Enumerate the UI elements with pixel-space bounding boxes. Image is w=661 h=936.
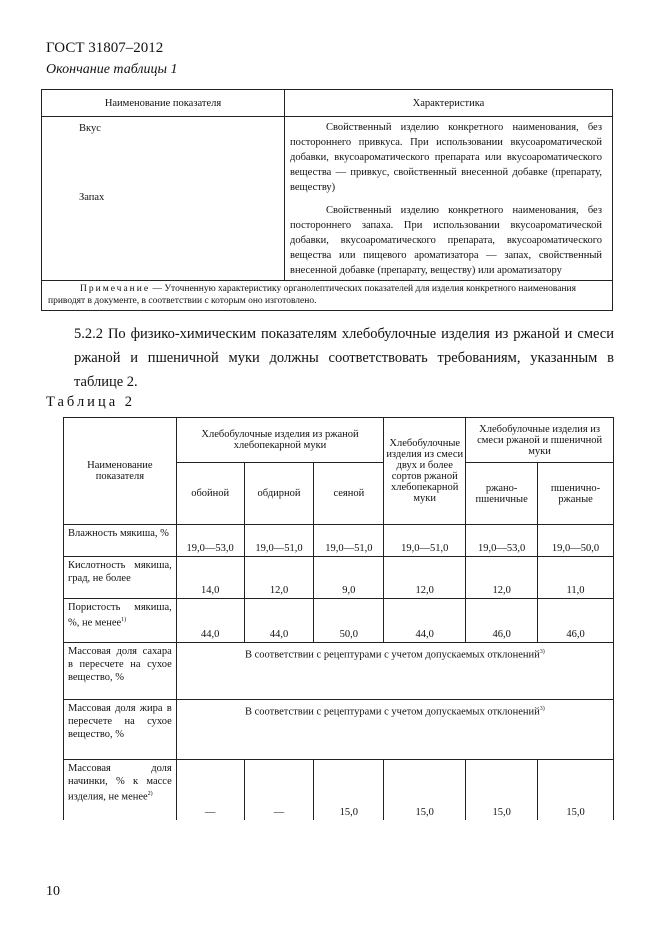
note-label: Примечание xyxy=(80,284,151,294)
table-1-note-row xyxy=(42,281,613,311)
cell: 19,0—51,0 xyxy=(244,525,314,557)
cell: 19,0—53,0 xyxy=(466,525,538,557)
table-1-characteristics-cell xyxy=(285,117,613,281)
table-row xyxy=(64,643,614,700)
cell: 15,0 xyxy=(538,760,614,820)
table-2-header-name: Наименование показателя xyxy=(64,418,177,525)
table-row xyxy=(64,760,614,820)
table-2-header-rye: Хлебобулочные изделия из ржаной хлебопекарной муки xyxy=(176,418,384,463)
table-2-header-mix-rye-wheat: Хлебобулочные изделия из смеси ржаной и пшеничной муки xyxy=(466,418,614,463)
table-row xyxy=(64,599,614,643)
row-label: Кислотность мякиша, град, не более xyxy=(64,557,177,599)
cell: — xyxy=(176,760,244,820)
merged-cell: В соответствии с рецептурами с учетом допускаемых отклонений$^{3)}$ xyxy=(176,643,613,700)
table-1-header-characteristic: Характеристика xyxy=(285,90,613,117)
table-1-header-name: Наименование показателя xyxy=(42,90,285,117)
table-1-row-char-smell: Свойственный изделию конкретного наименования, без постороннего запаха. При использовании вкусоароматической добавки, вкусоароматического препарата, вкусоароматического вещества или пищевого ароматизатора — запах, свойственный внесенной добавке (препарату, веществу) или ароматизатору xyxy=(290,205,602,276)
cell: 15,0 xyxy=(314,760,384,820)
table-2-sub-seyanoy: сеяной xyxy=(314,463,384,525)
paragraph-text: 5.2.2 По физико-химическим показателям хлебобулочные изделия из ржаной и смеси ржаной и пшеничной муки должны соответствовать требованиям, указанным в таблице 2. xyxy=(74,326,614,390)
table-row xyxy=(64,700,614,760)
document-code: ГОСТ 31807–2012 xyxy=(46,40,164,56)
cell: 46,0 xyxy=(466,599,538,643)
footnote-ref: 1) xyxy=(121,617,127,623)
cell: — xyxy=(244,760,314,820)
page-number: 10 xyxy=(46,884,60,899)
table-2 xyxy=(63,417,614,820)
cell: 14,0 xyxy=(176,557,244,599)
cell: 19,0—53,0 xyxy=(176,525,244,557)
footnote-ref: 2) xyxy=(147,791,153,797)
cell: 12,0 xyxy=(244,557,314,599)
table-1-note xyxy=(42,281,613,311)
cell: 19,0—51,0 xyxy=(314,525,384,557)
cell: 44,0 xyxy=(384,599,466,643)
table-1-header-row xyxy=(42,90,613,117)
cell: 44,0 xyxy=(244,599,314,643)
row-label: Массовая доля начинки, % к массе изделия, не менее$^{2)}$ xyxy=(64,760,177,820)
table-2-sub-wheat-rye: пшенично-ржаные xyxy=(538,463,614,525)
table-2-label: Таблица 2 xyxy=(46,394,136,410)
table-1 xyxy=(41,89,613,311)
row-label: Массовая доля жира в пересчете на сухое вещество, % xyxy=(64,700,177,760)
cell: 12,0 xyxy=(466,557,538,599)
cell: 19,0—50,0 xyxy=(538,525,614,557)
cell: 15,0 xyxy=(384,760,466,820)
cell: 11,0 xyxy=(538,557,614,599)
cell: 12,0 xyxy=(384,557,466,599)
cell: 19,0—51,0 xyxy=(384,525,466,557)
row-label: Массовая доля сахара в пересчете на сухое вещество, % xyxy=(64,643,177,700)
table-1-row-name-taste: Вкус xyxy=(79,123,101,134)
table-row xyxy=(64,557,614,599)
note-text: — Уточненную характеристику органолептических показателей для изделия конкретного наименования приводят в документе, в соответствии с которым оно изготовлено. xyxy=(48,284,576,306)
cell: 44,0 xyxy=(176,599,244,643)
table-1-row-char-taste: Свойственный изделию конкретного наименования, без постороннего привкуса. При использовании вкусоароматической добавки, вкусоароматического препарата или вкусоароматического вещества — привкус, свойственный внесенной добавке (препарату, веществу) xyxy=(290,122,602,193)
paragraph-5-2-2 xyxy=(46,322,614,394)
footnote-ref: 3) xyxy=(539,649,545,655)
merged-cell: В соответствии с рецептурами с учетом допускаемых отклонений$^{3)}$ xyxy=(176,700,613,760)
table-2-sub-rye-wheat: ржано-пшеничные xyxy=(466,463,538,525)
table-2-header-mix-two: Хлебобулочные изделия из смеси двух и более сортов ржаной хлебопекарной муки xyxy=(384,418,466,525)
cell: 50,0 xyxy=(314,599,384,643)
cell: 9,0 xyxy=(314,557,384,599)
table-1-row-name-smell: Запах xyxy=(79,192,105,203)
table-continuation-caption: Окончание таблицы 1 xyxy=(46,62,178,77)
row-label: Влажность мякиша, % xyxy=(64,525,177,557)
table-row xyxy=(64,525,614,557)
cell: 15,0 xyxy=(466,760,538,820)
table-1-names-cell xyxy=(42,117,285,281)
table-2-header-row-1 xyxy=(64,418,614,463)
cell: 46,0 xyxy=(538,599,614,643)
table-2-sub-oboinoy: обойной xyxy=(176,463,244,525)
row-label: Пористость мякиша, %, не менее$^{1)}$ xyxy=(64,599,177,643)
table-2-sub-obdirnoy: обдирной xyxy=(244,463,314,525)
footnote-ref: 3) xyxy=(539,706,545,712)
table-1-body-row xyxy=(42,117,613,281)
